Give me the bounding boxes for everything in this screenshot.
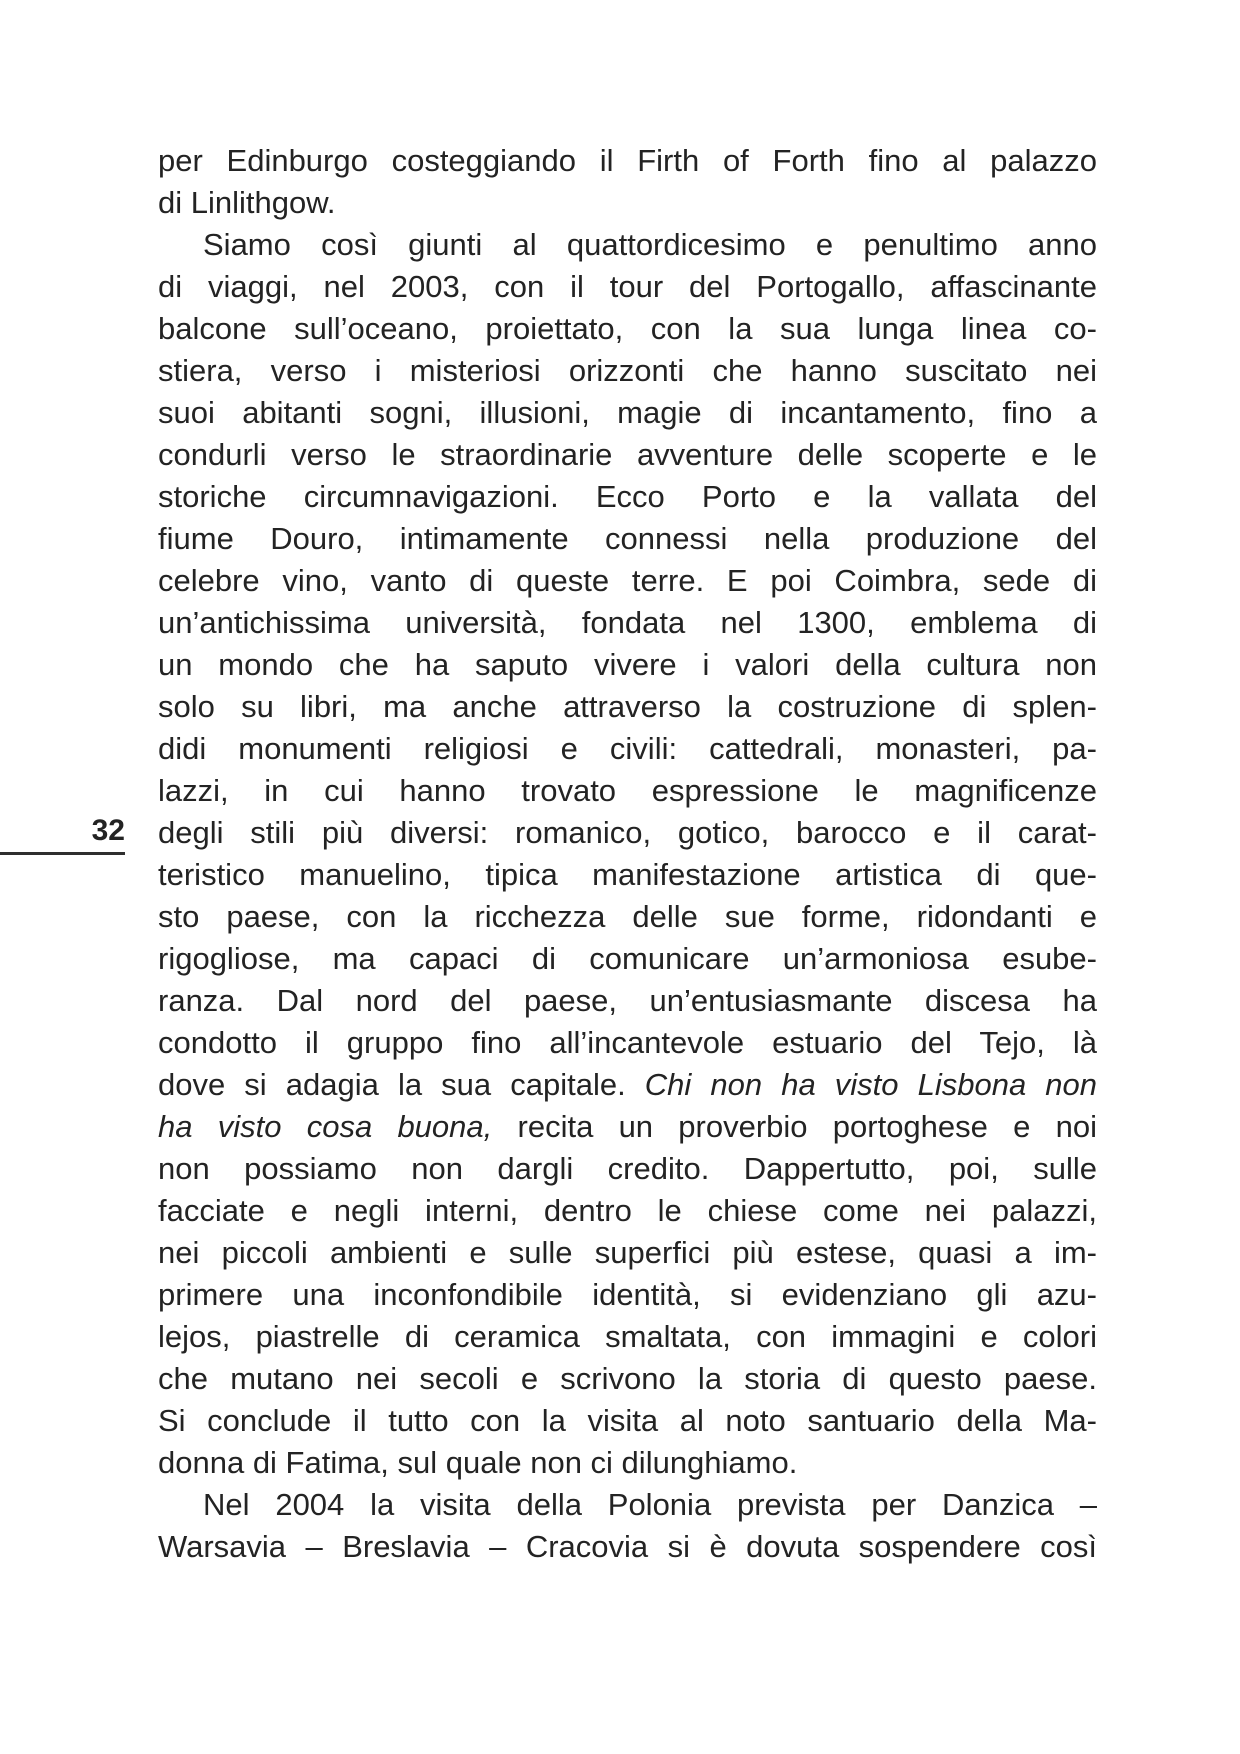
text-run: storiche circumnavigazioni. Ecco Porto e la vallata del	[158, 479, 1097, 514]
text-run: ranza. Dal nord del paese, un’entusiasmante discesa ha	[158, 983, 1097, 1018]
text-line	[158, 560, 1097, 602]
text-run: solo su libri, ma anche attraverso la costruzione di splen-	[158, 689, 1097, 724]
text-line	[158, 182, 1097, 224]
text-line	[158, 140, 1097, 182]
text-run: celebre vino, vanto di queste terre. E poi Coimbra, sede di	[158, 563, 1097, 598]
text-run: fiume Douro, intimamente connessi nella produzione del	[158, 521, 1097, 556]
text-line	[158, 308, 1097, 350]
text-run: suoi abitanti sogni, illusioni, magie di incantamento, fino a	[158, 395, 1097, 430]
page-number: 32	[91, 814, 125, 847]
text-line	[158, 434, 1097, 476]
text-line	[158, 854, 1097, 896]
text-run: che mutano nei secoli e scrivono la storia di questo paese.	[158, 1361, 1097, 1396]
text-run: lejos, piastrelle di ceramica smaltata, con immagini e colori	[158, 1319, 1097, 1354]
text-run: Warsavia – Breslavia – Cracovia si è dovuta sospendere così	[158, 1529, 1097, 1564]
text-run: lazzi, in cui hanno trovato espressione le magnificenze	[158, 773, 1097, 808]
text-line	[158, 1064, 1097, 1106]
text-line	[158, 686, 1097, 728]
text-run: rigogliose, ma capaci di comunicare un’armoniosa esube-	[158, 941, 1097, 976]
text-run: Si conclude il tutto con la visita al noto santuario della Ma-	[158, 1403, 1097, 1438]
text-line	[158, 812, 1097, 854]
text-run: condurli verso le straordinarie avventure delle scoperte e le	[158, 437, 1097, 472]
text-run: primere una inconfondibile identità, si evidenziano gli azu-	[158, 1277, 1097, 1312]
text-line	[158, 1484, 1097, 1526]
text-run: stiera, verso i misteriosi orizzonti che hanno suscitato nei	[158, 353, 1097, 388]
text-line	[158, 938, 1097, 980]
text-run: per Edinburgo costeggiando il Firth of Forth fino al palazzo	[158, 143, 1097, 178]
text-line	[158, 1274, 1097, 1316]
text-line	[158, 1442, 1097, 1484]
page-number-rule	[0, 852, 125, 855]
text-line	[158, 728, 1097, 770]
text-line	[158, 602, 1097, 644]
text-run: nei piccoli ambienti e sulle superfici più estese, quasi a im-	[158, 1235, 1097, 1270]
text-run: recita un proverbio portoghese e noi	[492, 1109, 1097, 1144]
italic-text-run: ha visto cosa buona,	[158, 1109, 493, 1144]
text-line	[158, 476, 1097, 518]
text-line	[158, 518, 1097, 560]
text-line	[158, 1232, 1097, 1274]
text-run: balcone sull’oceano, proiettato, con la sua lunga linea co-	[158, 311, 1097, 346]
text-line	[158, 644, 1097, 686]
text-run: donna di Fatima, sul quale non ci dilunghiamo.	[158, 1445, 798, 1480]
italic-text-run: Chi non ha visto Lisbona non	[644, 1067, 1097, 1102]
text-line	[158, 1022, 1097, 1064]
text-line	[158, 1400, 1097, 1442]
text-line	[158, 1358, 1097, 1400]
text-run: un’antichissima università, fondata nel 1300, emblema di	[158, 605, 1097, 640]
text-line	[158, 1316, 1097, 1358]
text-line	[158, 1106, 1097, 1148]
text-line	[158, 1190, 1097, 1232]
text-line	[158, 350, 1097, 392]
body-text	[158, 140, 1097, 1568]
text-line	[158, 266, 1097, 308]
text-run: di viaggi, nel 2003, con il tour del Portogallo, affascinante	[158, 269, 1097, 304]
text-run: di Linlithgow.	[158, 185, 336, 220]
text-line	[158, 980, 1097, 1022]
text-run: degli stili più diversi: romanico, gotico, barocco e il carat-	[158, 815, 1097, 850]
text-run: dove si adagia la sua capitale.	[158, 1067, 645, 1102]
text-run: Nel 2004 la visita della Polonia prevista per Danzica –	[203, 1487, 1097, 1522]
text-run: un mondo che ha saputo vivere i valori della cultura non	[158, 647, 1097, 682]
text-line	[158, 392, 1097, 434]
text-run: Siamo così giunti al quattordicesimo e penultimo anno	[203, 227, 1097, 262]
text-run: teristico manuelino, tipica manifestazione artistica di que-	[158, 857, 1097, 892]
text-line	[158, 1526, 1097, 1568]
text-line	[158, 224, 1097, 266]
text-line	[158, 1148, 1097, 1190]
text-run: sto paese, con la ricchezza delle sue forme, ridondanti e	[158, 899, 1097, 934]
text-run: facciate e negli interni, dentro le chiese come nei palazzi,	[158, 1193, 1097, 1228]
text-line	[158, 770, 1097, 812]
text-run: condotto il gruppo fino all’incantevole estuario del Tejo, là	[158, 1025, 1097, 1060]
text-run: non possiamo non dargli credito. Dappertutto, poi, sulle	[158, 1151, 1097, 1186]
text-line	[158, 896, 1097, 938]
text-run: didi monumenti religiosi e civili: cattedrali, monasteri, pa-	[158, 731, 1097, 766]
